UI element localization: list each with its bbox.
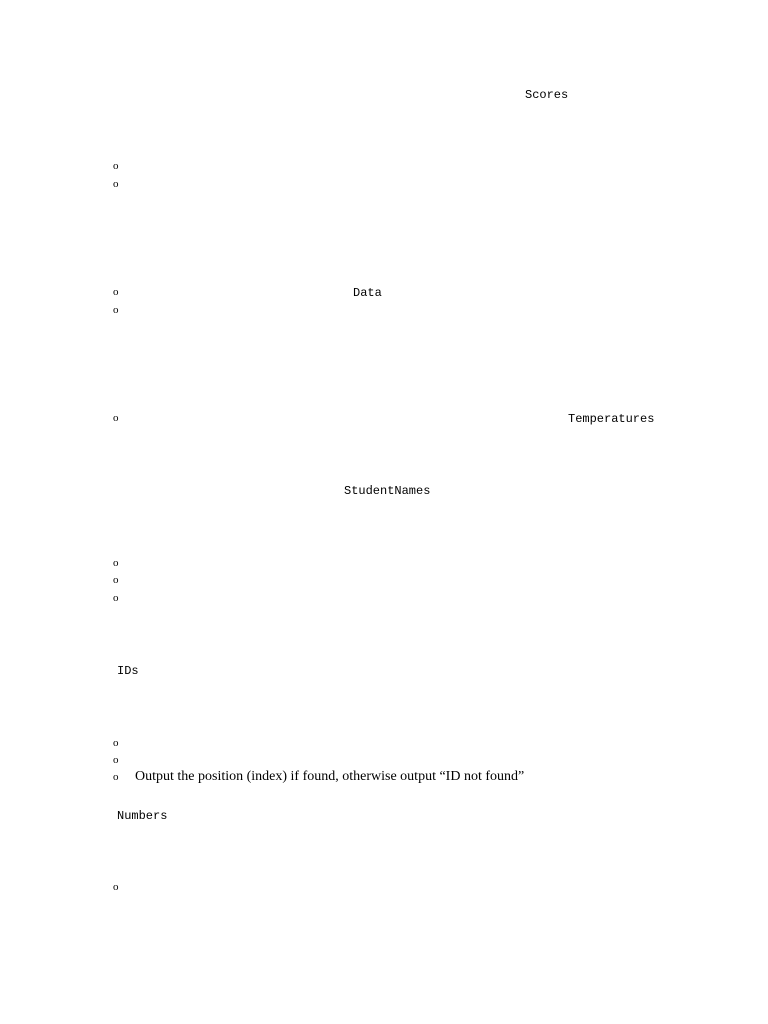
code-word-ids: IDs (117, 664, 139, 678)
instruction-sentence: Output the position (index) if found, otherwise output “ID not found” (135, 769, 525, 784)
bullet-marker: o (113, 304, 119, 316)
bullet-marker: o (113, 160, 119, 172)
bullet-marker: o (113, 771, 119, 783)
code-word-scores: Scores (525, 88, 569, 102)
code-word-numbers: Numbers (117, 809, 168, 823)
bullet-marker: o (113, 881, 119, 893)
bullet-marker: o (113, 412, 119, 424)
bullet-marker: o (113, 178, 119, 190)
bullet-marker: o (113, 737, 119, 749)
bullet-marker: o (113, 557, 119, 569)
bullet-marker: o (113, 754, 119, 766)
bullet-marker: o (113, 592, 119, 604)
code-word-data: Data (353, 286, 382, 300)
code-word-temperatures: Temperatures (568, 412, 655, 426)
bullet-marker: o (113, 574, 119, 586)
bullet-marker: o (113, 286, 119, 298)
code-word-studentnames: StudentNames (344, 484, 431, 498)
